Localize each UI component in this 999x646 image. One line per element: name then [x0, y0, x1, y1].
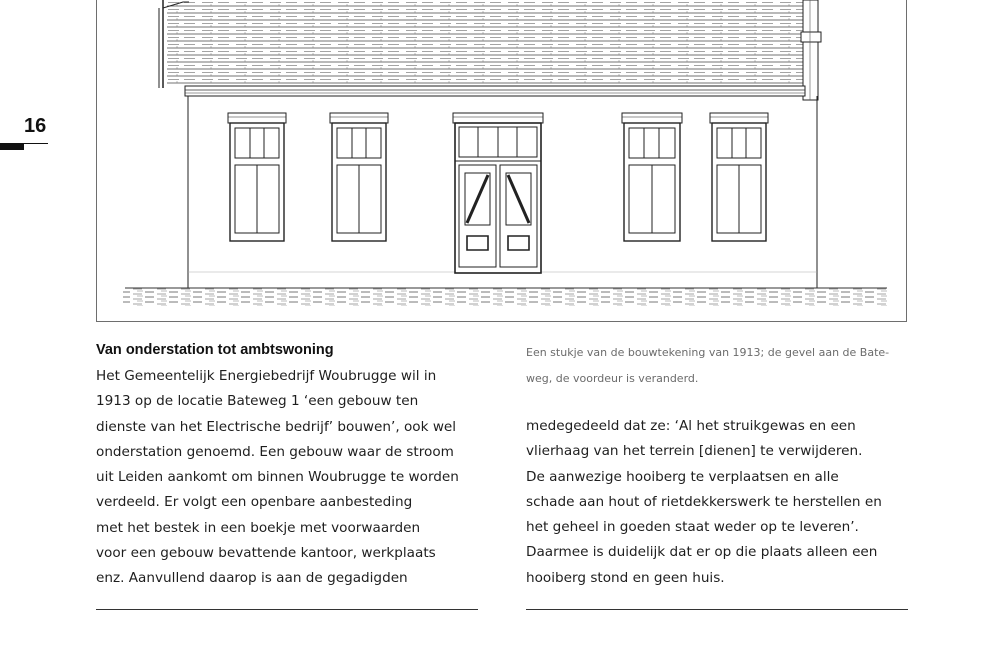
text-line: vlierhaag van het terrein [dienen] te verwijderen.: [526, 443, 863, 460]
column-rule-left: [96, 609, 478, 610]
building-drawing-figure: [96, 0, 907, 322]
chimney: [803, 0, 818, 100]
building-elevation-drawing: [97, 0, 908, 322]
article-heading: Van onderstation tot ambtswoning: [96, 342, 334, 358]
text-line: De aanwezige hooiberg te verplaatsen en alle: [526, 468, 839, 485]
eave: [185, 86, 805, 96]
window: [622, 113, 682, 241]
article-column-right: [526, 414, 882, 591]
text-line: met het bestek in een boekje met voorwaarden: [96, 519, 421, 536]
page-marker-line: [24, 143, 48, 144]
page-marker-bar: [0, 143, 24, 150]
column-rule-right: [526, 609, 908, 610]
text-line: onderstation genoemd. Een gebouw waar de stroom: [96, 443, 454, 460]
article-column-left: [96, 364, 459, 592]
text-line: enz. Aanvullend daarop is aan de gegadigden: [96, 570, 408, 587]
caption-line: weg, de voordeur is veranderd.: [526, 371, 699, 385]
text-line: Daarmee is duidelijk dat er op die plaats alleen een: [526, 544, 878, 561]
text-line: hooiberg stond en geen huis.: [526, 569, 725, 586]
text-line: schade aan hout of rietdekkerswerk te herstellen en: [526, 493, 882, 510]
front-door: [453, 113, 543, 273]
text-line: verdeeld. Er volgt een openbare aanbesteding: [96, 494, 413, 511]
text-line: Het Gemeentelijk Energiebedrijf Woubrugge wil in: [96, 368, 437, 384]
page-number: 16: [24, 115, 47, 137]
figure-caption: [526, 340, 889, 391]
ground-hatching: [123, 288, 887, 306]
window: [228, 113, 286, 241]
text-line: 1913 op de locatie Bateweg 1 ‘een gebouw ten: [96, 393, 419, 410]
caption-line: Een stukje van de bouwtekening van 1913; de gevel aan de Bate-: [526, 346, 890, 359]
window: [330, 113, 388, 241]
roof: [167, 0, 807, 86]
text-line: uit Leiden aankomt om binnen Woubrugge te worden: [96, 469, 459, 486]
text-line: het geheel in goeden staat weder op te leveren’.: [526, 519, 859, 536]
window: [710, 113, 768, 241]
text-line: voor een gebouw bevattende kantoor, werkplaats: [96, 545, 436, 562]
text-line: medegedeeld dat ze: ‘Al het struikgewas en een: [526, 418, 856, 434]
text-line: dienste van het Electrische bedrijf’ bouwen’, ook wel: [96, 418, 457, 435]
